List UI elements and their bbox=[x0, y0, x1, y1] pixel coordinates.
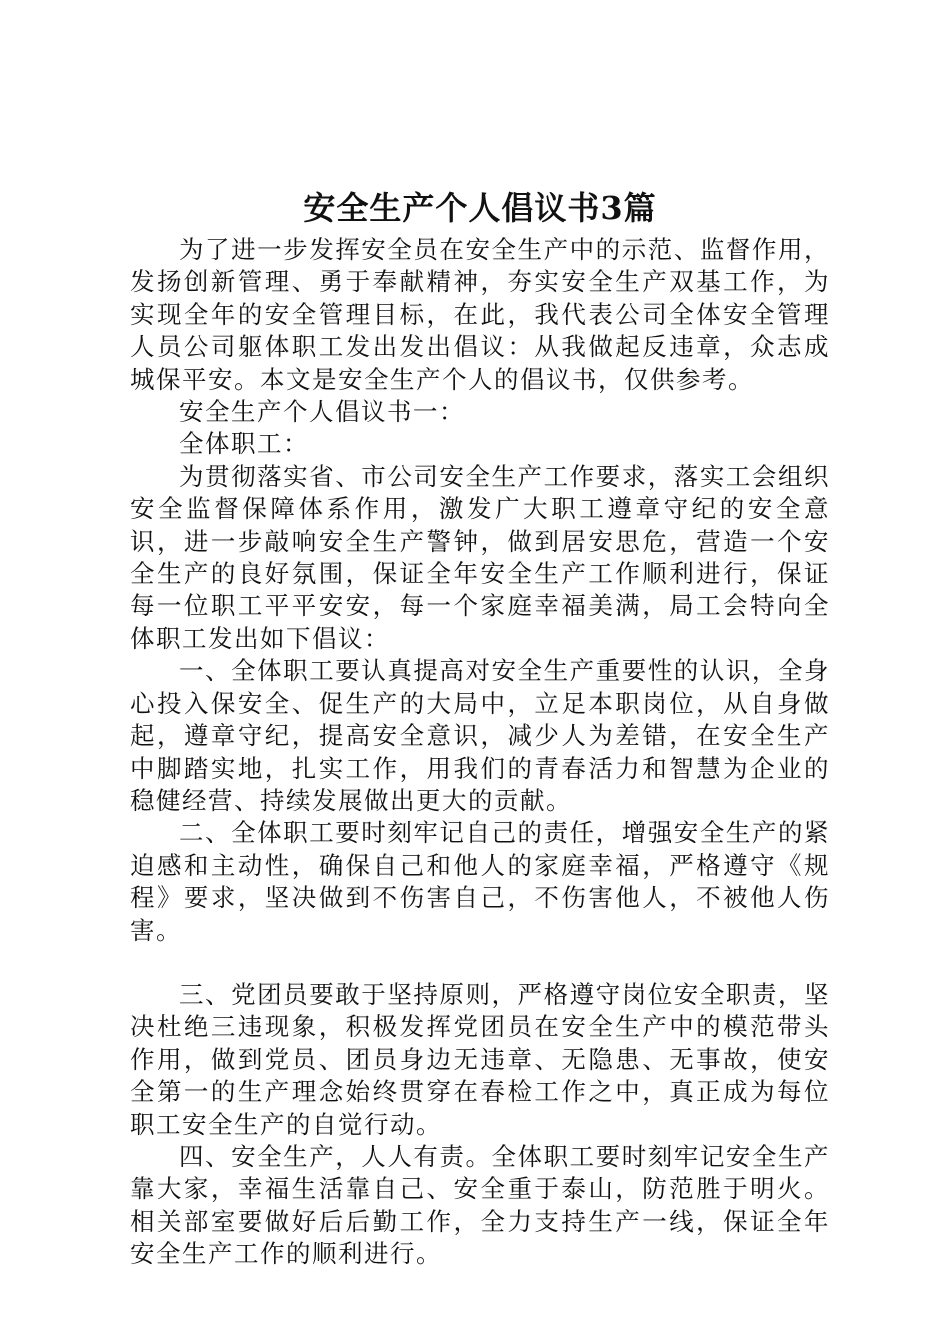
paragraph-spacer bbox=[130, 947, 830, 979]
intro-paragraph: 为了进一步发挥安全员在安全生产中的示范、监督作用，发扬创新管理、勇于奉献精神，夯实安全生产双基工作，为实现全年的安全管理目标，在此，我代表公司全体安全管理人员公司躯体职工发出发出倡议：从我做起反违章，众志成城保平安。本文是安全生产个人的倡议书，仅供参考。 bbox=[130, 235, 830, 394]
salutation: 全体职工： bbox=[179, 429, 309, 459]
proposal-item-2: 二、全体职工要时刻牢记自己的责任，增强安全生产的紧迫感和主动性，确保自己和他人的家庭幸福，严格遵守《规程》要求，坚决做到不伤害自己，不伤害他人，不被他人伤害。 bbox=[130, 818, 830, 945]
proposal-item-1: 一、全体职工要认真提高对安全生产重要性的认识，全身心投入保安全、促生产的大局中，立足本职岗位，从自身做起，遵章守纪，提高安全意识，减少人为差错，在安全生产中脚踏实地，扎实工作，用我们的青春活力和智慧为企业的稳健经营、持续发展做出更大的贡献。 bbox=[130, 656, 830, 815]
proposal-item-3: 三、党团员要敢于坚持原则，严格遵守岗位安全职责，坚决杜绝三违现象，积极发挥党团员在安全生产中的模范带头作用，做到党员、团员身边无违章、无隐患、无事故，使安全第一的生产理念始终贯穿在春检工作之中，真正成为每位职工安全生产的自觉行动。 bbox=[130, 979, 830, 1139]
body-opening-paragraph: 为贯彻落实省、市公司安全生产工作要求，落实工会组织安全监督保障体系作用，激发广大职工遵章守纪的安全意识，进一步敲响安全生产警钟，做到居安思危，营造一个安全生产的良好氛围，保证全年安全生产工作顺利进行，保证每一位职工平平安安，每一个家庭幸福美满，局工会特向全体职工发出如下倡议： bbox=[130, 461, 830, 653]
document-page bbox=[130, 184, 830, 1271]
proposal-item-4: 四、安全生产，人人有责。全体职工要时刻牢记安全生产靠大家，幸福生活靠自己、安全重于泰山，防范胜于明火。相关部室要做好后后勤工作，全力支持生产一线，保证全年安全生产工作的顺利进行。 bbox=[130, 1141, 830, 1269]
section-heading: 安全生产个人倡议书一： bbox=[179, 397, 465, 427]
document-title: 安全生产个人倡议书3篇 bbox=[303, 189, 657, 227]
